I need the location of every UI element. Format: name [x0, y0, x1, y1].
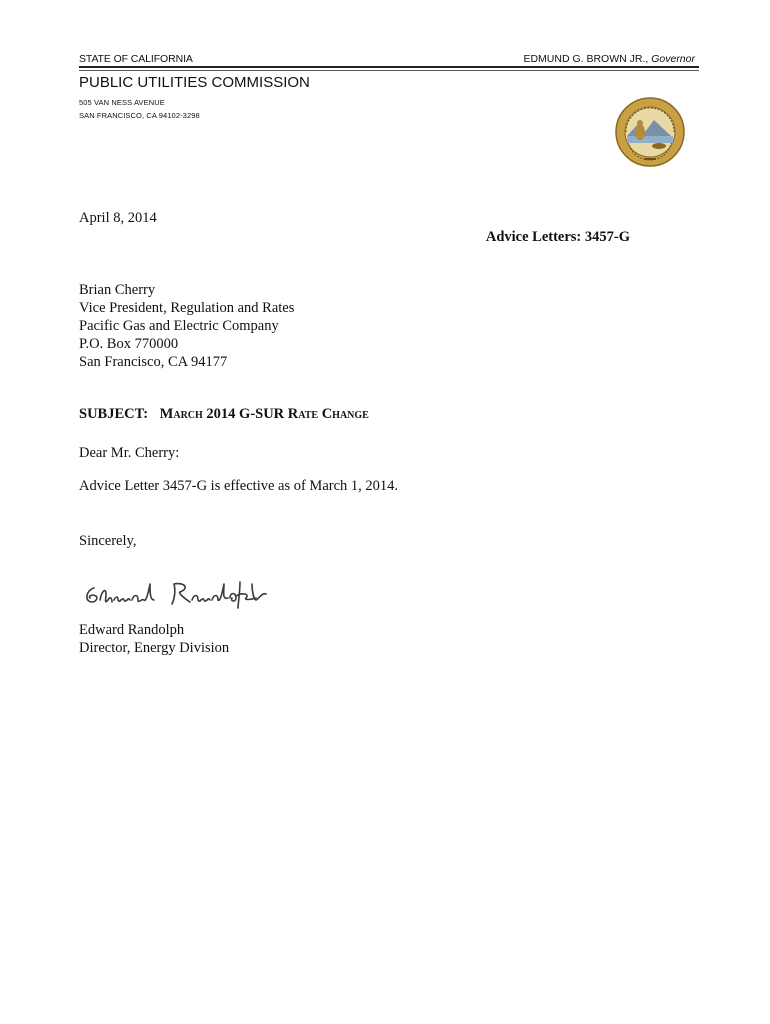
closing: Sincerely,	[79, 533, 137, 549]
signer-block	[79, 621, 229, 657]
state-label: STATE OF CALIFORNIA	[79, 53, 193, 65]
subject-text: March 2014 G-SUR Rate Change	[159, 406, 369, 422]
recipient-title: Vice President, Regulation and Rates	[79, 300, 295, 316]
recipient-po-box: P.O. Box 770000	[79, 336, 179, 352]
subject-label: SUBJECT:	[79, 406, 149, 422]
handwritten-signature	[80, 578, 275, 614]
recipient-address	[79, 281, 294, 371]
letter-date: April 8, 2014	[79, 210, 157, 226]
header-rule-thin	[79, 70, 699, 71]
signer-title: Director, Energy Division	[79, 640, 230, 656]
recipient-company: Pacific Gas and Electric Company	[79, 318, 279, 334]
agency-address-line2: SAN FRANCISCO, CA 94102-3298	[79, 111, 200, 120]
agency-name: PUBLIC UTILITIES COMMISSION	[79, 74, 310, 91]
recipient-city: San Francisco, CA 94177	[79, 354, 228, 370]
state-seal-icon	[614, 96, 686, 172]
governor-name: EDMUND G. BROWN JR.,	[523, 53, 649, 65]
agency-address-line1: 505 VAN NESS AVENUE	[79, 98, 165, 107]
governor-line	[523, 53, 695, 65]
letter-body: Advice Letter 3457-G is effective as of March 1, 2014.	[79, 478, 399, 494]
advice-letter-reference: Advice Letters: 3457-G	[485, 229, 630, 245]
salutation: Dear Mr. Cherry:	[79, 445, 180, 461]
subject-line	[79, 406, 369, 423]
governor-title: Governor	[651, 53, 695, 65]
recipient-name: Brian Cherry	[79, 282, 156, 298]
signer-name: Edward Randolph	[79, 622, 185, 638]
header-rule-thick	[79, 66, 699, 68]
